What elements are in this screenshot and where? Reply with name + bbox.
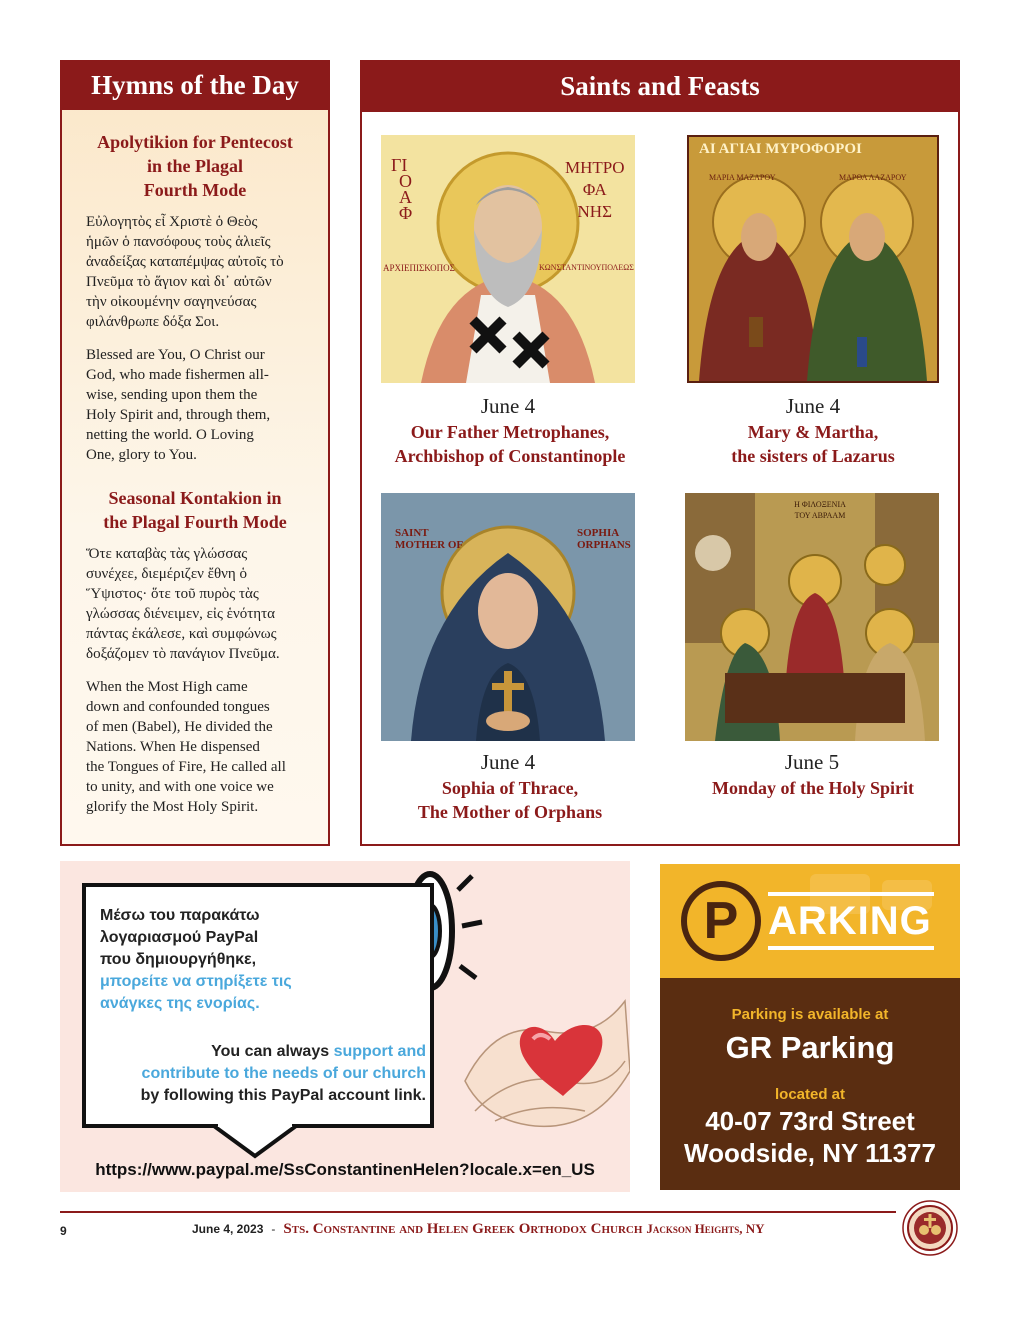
text-line: Ὕψιστος· ὅτε τοῦ πυρὸς τὰς (86, 586, 259, 602)
icon-text: ORPHANS (577, 539, 631, 551)
text-line: γλώσσας διένειμεν, εἰς ἑνότητα (86, 606, 276, 622)
footer-location: Jackson Heights, NY (646, 1221, 765, 1236)
text-line: by following this PayPal account link. (140, 1087, 426, 1104)
text-line: λογαριασμού PayPal (100, 929, 259, 946)
mary-martha-icon-image (687, 135, 939, 383)
saint-date: June 4 (480, 750, 536, 774)
footer-separator: - (271, 1222, 276, 1236)
sophia-icon-image (381, 493, 635, 741)
text-line: Ὅτε καταβὰς τὰς γλώσσας (86, 546, 248, 562)
text-line: wise, sending upon them the (86, 387, 258, 403)
english-message (94, 1041, 426, 1107)
text-line: the Tongues of Fire, He called all (86, 759, 286, 775)
parking-address-line-1: 40-07 73rd Street (705, 1106, 915, 1136)
icon-text: Φ (399, 203, 413, 223)
text-line: glorify the Most Holy Spirit. (86, 799, 259, 815)
greek-message (100, 905, 430, 1015)
icon-text: ΝΗΣ (577, 202, 612, 221)
text-line: Holy Spirit and, through them, (86, 407, 271, 423)
icon-inscription (565, 157, 625, 223)
text-span: You can always (211, 1043, 334, 1060)
parking-info (660, 978, 960, 1190)
footer-rule (60, 1211, 896, 1213)
kontakion-title: Seasonal Kontakion in (108, 488, 282, 508)
text-line: netting the world. O Loving (86, 427, 254, 443)
icon-inscription (395, 527, 463, 551)
logo-rule (768, 946, 934, 950)
kontakion-greek (86, 544, 326, 664)
parking-name: GR Parking (725, 1030, 895, 1065)
apolytikion-title-block (72, 130, 318, 202)
kontakion-title-block (72, 486, 318, 534)
footer-date: June 4, 2023 (192, 1222, 264, 1236)
hymns-heading: Hymns of the Day (62, 62, 328, 110)
icon-inscription (765, 499, 875, 521)
text-line: God, who made fishermen all- (86, 367, 269, 383)
saint-name-line: The Mother of Orphans (417, 802, 603, 822)
parking-logo-letter: P (703, 892, 739, 950)
apolytikion-title: Apolytikion for Pentecost (97, 132, 293, 152)
icon-text: ΑΙ ΑΓΙΑΙ ΜΥΡΟΦΟΡΟΙ (699, 141, 862, 157)
parking-logo-area (660, 864, 960, 978)
holy-trinity-icon-image (685, 493, 939, 741)
saint-name (664, 420, 962, 468)
apolytikion-title: in the Plagal (146, 156, 243, 176)
text-line (94, 1041, 426, 1063)
icon-text: Ο (399, 171, 412, 191)
text-line: δοξάζομεν τὸ πανάγιον Πνεῦμα. (86, 646, 280, 662)
icon-text: ΜΑΡΙΑ ΜΑΖΑΡΟΥ (709, 173, 776, 182)
icon-text: Η ΦΙΛΟΞΕΝΙΑ (794, 500, 846, 509)
icon-text: ΑΡΧΙΕΠΙΣΚΟΠΟΣ (383, 263, 455, 273)
text-line: Μέσω του παρακάτω (100, 907, 260, 924)
saint-name-line: Archbishop of Constantinople (394, 446, 626, 466)
kontakion-english (86, 677, 326, 817)
text-line: contribute to the needs of our church (141, 1065, 426, 1082)
text-span: support and (333, 1043, 426, 1060)
parking-available-label: Parking is available at (731, 1006, 889, 1023)
text-line: Blessed are You, O Christ our (86, 347, 265, 363)
icon-inscription (577, 527, 631, 551)
footer-text (192, 1220, 765, 1238)
parking-located-label: located at (774, 1086, 846, 1103)
icon-text: SAINT (395, 527, 429, 539)
apolytikion-english (86, 345, 326, 465)
icon-text: MOTHER OF (395, 539, 464, 551)
text-line: When the Most High came (86, 679, 248, 695)
text-line: πάντας ἐκάλεσε, καὶ συμφώνως (86, 626, 277, 642)
icon-text: ΜΑΡΘΑ ΛΑΖΑΡΟΥ (839, 173, 907, 182)
saint-name-line: Sophia of Thrace, (441, 778, 579, 798)
footer-church: Sts. Constantine and Helen Greek Orthodox Church (283, 1221, 643, 1237)
bubble-tail (210, 1124, 300, 1160)
apolytikion-greek (86, 212, 326, 332)
parking-logo-word: ARKING (768, 899, 932, 943)
saint-date: June 4 (785, 394, 841, 418)
text-line: One, glory to You. (86, 447, 197, 463)
icon-text: ΦΑ (582, 180, 607, 199)
saint-name (362, 420, 658, 468)
icon-inscription (391, 157, 412, 221)
saint-name (664, 776, 962, 800)
text-line: ἀναδείξας καταπέμψας αὐτοῖς τὸ (86, 254, 284, 270)
hymns-panel (60, 60, 330, 846)
saint-name-line: Mary & Martha, (747, 422, 879, 442)
icon-text: ΜΗΤΡΟ (565, 158, 625, 177)
paypal-link[interactable]: https://www.paypal.me/SsConstantinenHelen?locale.x=en_US (95, 1160, 595, 1179)
saint-name-line: the sisters of Lazarus (731, 446, 895, 466)
saint-date: June 4 (480, 394, 536, 418)
kontakion-title: the Plagal Fourth Mode (103, 512, 287, 532)
text-line: of men (Babel), He divided the (86, 719, 273, 735)
icon-text: ΓΙ (391, 155, 408, 175)
metrophanes-icon-image (381, 135, 635, 383)
saint-date: June 5 (784, 750, 840, 774)
text-line: ἡμῶν ὁ πανσόφους τοὺς ἁλιεῖς (86, 234, 271, 250)
text-line: μπορείτε να στηρίξετε τις (100, 973, 292, 990)
text-line: Πνεῦμα τὸ ἅγιον καὶ δι᾽ αὐτῶν (86, 274, 272, 290)
text-line: Nations. When He dispensed (86, 739, 260, 755)
text-line: συνέχεε, διεμέριζεν ἔθνη ὁ (86, 566, 248, 582)
apolytikion-title: Fourth Mode (143, 180, 247, 200)
speech-bubble (82, 883, 434, 1128)
icon-text: Α (399, 187, 412, 207)
text-line: down and confounded tongues (86, 699, 270, 715)
text-line: Εὐλογητὸς εἶ Χριστὲ ὁ Θεὸς (86, 214, 258, 230)
text-line: φιλάνθρωπε δόξα Σοι. (86, 314, 220, 330)
saints-panel (360, 60, 960, 846)
saint-name-line: Our Father Metrophanes, (410, 422, 610, 442)
saint-name (362, 776, 658, 824)
text-line: τὴν οἰκουμένην σαγηνεύσας (86, 294, 257, 310)
saint-name-line: Monday of the Holy Spirit (711, 778, 914, 798)
parking-address-line-2: Woodside, NY 11377 (684, 1138, 936, 1168)
page-number: 9 (60, 1224, 67, 1238)
church-seal-icon (902, 1200, 958, 1256)
text-line: που δημιουργήθηκε, (100, 951, 257, 968)
saints-heading: Saints and Feasts (362, 62, 958, 112)
text-line: ανάγκες της ενορίας. (100, 995, 260, 1012)
icon-text: SOPHIA (577, 527, 620, 539)
text-line: to unity, and with one voice we (86, 779, 274, 795)
icon-text: ΚΩΝΣΤΑΝΤΙΝΟΥΠΟΛΕΩΣ (539, 263, 634, 272)
icon-text: ΤΟΥ ΑΒΡΑΑΜ (794, 511, 846, 520)
